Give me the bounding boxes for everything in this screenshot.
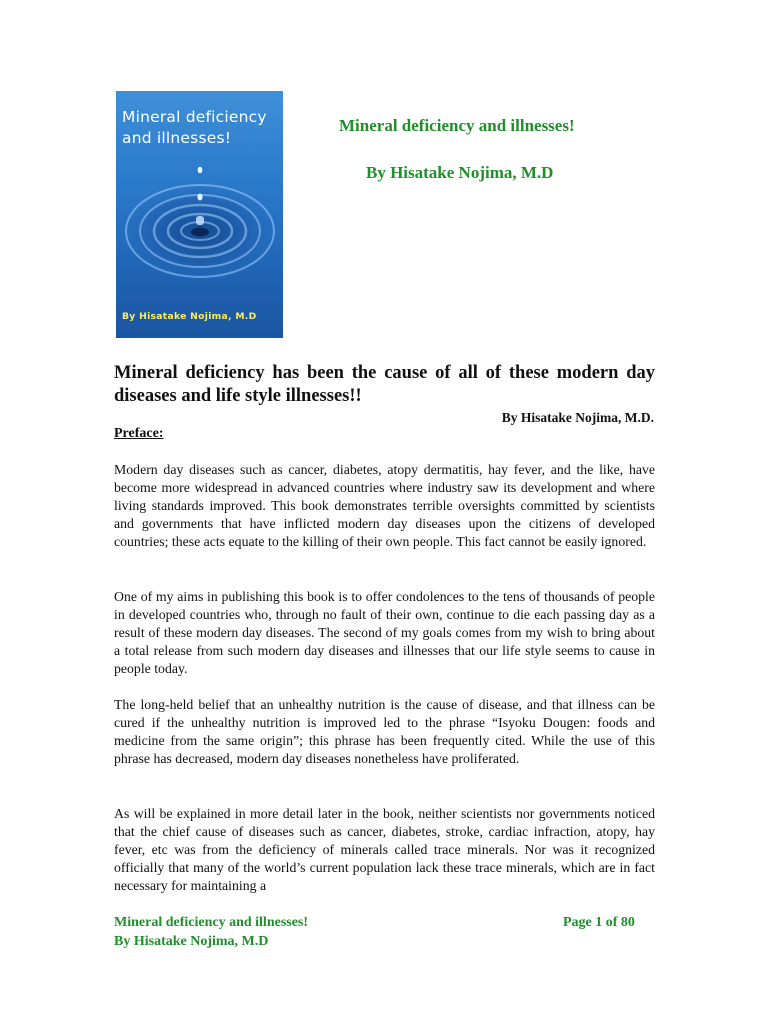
byline: By Hisatake Nojima, M.D.	[501, 410, 654, 425]
main-heading: Mineral deficiency has been the cause of all of these modern day diseases and life style illnesses!!	[114, 363, 655, 406]
paragraph: Modern day diseases such as cancer, diabetes, atopy dermatitis, hay fever, and the like, have become more widespread in advanced countries where industry saw its development and where living standards improved. This book demonstrates terrible oversights committed by scientists and governments that have inflicted modern day diseases upon the citizens of developed countries; these acts equate to the killing of their own people. This fact cannot be easily ignored.	[114, 462, 655, 549]
cover-author: By Hisatake Nojima, M.D	[122, 311, 257, 322]
footer-title: Mineral deficiency and illnesses!	[114, 915, 309, 930]
header-author: By Hisatake Nojima, M.D	[366, 163, 554, 182]
preface-heading: Preface:	[114, 426, 164, 441]
paragraph: The long-held belief that an unhealthy nutrition is the cause of disease, and that illness can be cured if the unhealthy nutrition is improved led to the phrase “Isyoku Dougen: foods and medicine from the same origin”; this phrase has been frequently cited. While the use of this phrase has decreased, modern day diseases nonetheless have proliferated.	[114, 697, 655, 766]
paragraph: One of my aims in publishing this book is to offer condolences to the tens of thousands of people in developed countries who, through no fault of their own, continue to die each passing day as a result of these modern day diseases. The second of my goals comes from my wish to bring about a total release from such modern day diseases and illnesses that our life style seems to cause in people today.	[114, 589, 655, 676]
cover-title: Mineral deficiency and illnesses!	[122, 108, 267, 147]
page-number: Page 1 of 80	[563, 915, 635, 930]
paragraph: As will be explained in more detail later in the book, neither scientists nor governments noticed that the chief cause of diseases such as cancer, diabetes, stroke, cardiac infraction, atopy, hay fever, etc was from the deficiency of minerals called trace minerals. Nor was it recognized officially that many of the world’s current population lack these trace minerals, which are in fact necessary for maintaining a	[114, 806, 655, 893]
book-cover-image	[116, 91, 283, 338]
footer-author: By Hisatake Nojima, M.D	[114, 934, 269, 949]
header-title: Mineral deficiency and illnesses!	[339, 116, 575, 135]
